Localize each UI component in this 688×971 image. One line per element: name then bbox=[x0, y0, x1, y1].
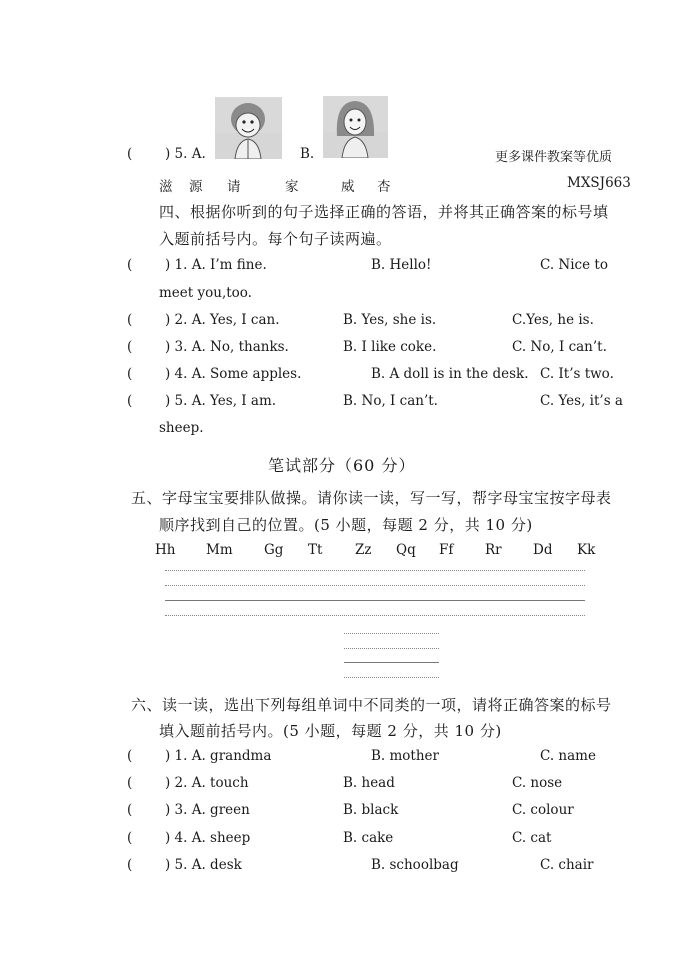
option-c: C. cat bbox=[512, 830, 552, 846]
option-b: B. I like coke. bbox=[343, 339, 437, 355]
option-b-label: B. bbox=[300, 146, 315, 162]
answer-paren[interactable]: ( bbox=[127, 312, 133, 328]
question-a: ) 1. A. grandma bbox=[165, 748, 272, 764]
letter: Tt bbox=[308, 542, 323, 558]
option-b: B. No, I can’t. bbox=[343, 393, 438, 409]
option-c-cont: meet you,too. bbox=[159, 285, 252, 301]
option-c: C. Nice to bbox=[540, 257, 608, 273]
answer-paren[interactable]: ( bbox=[127, 339, 133, 355]
letter: Ff bbox=[439, 542, 454, 558]
section-title: 五、字母宝宝要排队做操。请你读一读，写一写，帮字母宝宝按字母表 bbox=[131, 489, 612, 507]
section-title: 入题前括号内。每个句子读两遍。 bbox=[159, 230, 392, 248]
option-c: C. No, I can’t. bbox=[512, 339, 607, 355]
answer-paren[interactable]: ( bbox=[127, 366, 133, 382]
option-c: C. Yes, it’s a bbox=[540, 393, 623, 409]
answer-paren[interactable]: ( bbox=[127, 830, 133, 846]
option-c: C. chair bbox=[540, 857, 594, 873]
question-a: ) 2. A. touch bbox=[165, 775, 249, 791]
section-title: 六、读一读，选出下列每组单词中不同类的一项，请将正确答案的标号 bbox=[131, 696, 612, 714]
promo-char: 滋 bbox=[159, 179, 173, 195]
promo-char: 威 bbox=[341, 179, 355, 195]
boy-picture bbox=[215, 97, 282, 159]
question-a: ) 3. A. No, thanks. bbox=[165, 339, 289, 355]
option-c: C. It’s two. bbox=[540, 366, 614, 382]
letter: Gg bbox=[264, 542, 284, 558]
option-b: B. black bbox=[343, 802, 399, 818]
answer-paren[interactable]: ( bbox=[127, 748, 133, 764]
option-c: C.Yes, he is. bbox=[512, 312, 594, 328]
question-a: ) 4. A. Some apples. bbox=[165, 366, 302, 382]
section-title: 四、根据你听到的句子选择正确的答语，并将其正确答案的标号填 bbox=[159, 203, 609, 221]
question-a: ) 1. A. I’m fine. bbox=[165, 257, 267, 273]
letter: Qq bbox=[396, 542, 416, 558]
question-a: ) 2. A. Yes, I can. bbox=[165, 312, 280, 328]
answer-paren[interactable]: ( bbox=[127, 775, 133, 791]
option-c: C. nose bbox=[512, 775, 563, 791]
letter: Rr bbox=[485, 542, 502, 558]
option-b: B. Hello! bbox=[371, 257, 432, 273]
promo-char: 杏 bbox=[377, 179, 391, 195]
written-part-title: 笔试部分（60 分） bbox=[268, 456, 416, 475]
answer-paren[interactable]: ( bbox=[127, 257, 133, 273]
option-b: B. schoolbag bbox=[371, 857, 459, 873]
question-a: ) 5. A. desk bbox=[165, 857, 242, 873]
promo-text: 更多课件教案等优质 bbox=[495, 150, 613, 165]
question-a: ) 5. A. Yes, I am. bbox=[165, 393, 277, 409]
option-c-cont: sheep. bbox=[159, 420, 204, 436]
section-title: 填入题前括号内。(5 小题，每题 2 分，共 10 分) bbox=[159, 722, 502, 740]
option-b: B. cake bbox=[343, 830, 394, 846]
promo-char: 请 bbox=[227, 179, 241, 195]
girl-picture bbox=[323, 96, 388, 158]
question-a: ) 3. A. green bbox=[165, 802, 250, 818]
option-b: B. A doll is in the desk. bbox=[371, 366, 529, 382]
answer-paren[interactable]: ( bbox=[127, 146, 133, 162]
promo-code: MXSJ663 bbox=[567, 175, 631, 191]
answer-paren[interactable]: ( bbox=[127, 857, 133, 873]
option-b: B. Yes, she is. bbox=[343, 312, 437, 328]
option-c: C. name bbox=[540, 748, 596, 764]
promo-char: 源 bbox=[189, 179, 203, 195]
letter: Dd bbox=[533, 542, 553, 558]
question-a: ) 4. A. sheep bbox=[165, 830, 251, 846]
answer-paren[interactable]: ( bbox=[127, 802, 133, 818]
letter: Zz bbox=[355, 542, 372, 558]
item-number: ) 5. A. bbox=[165, 146, 206, 162]
promo-char: 家 bbox=[285, 179, 299, 195]
letter: Mm bbox=[206, 542, 233, 558]
answer-paren[interactable]: ( bbox=[127, 393, 133, 409]
option-b: B. mother bbox=[371, 748, 439, 764]
letter: Kk bbox=[577, 542, 596, 558]
option-c: C. colour bbox=[512, 802, 574, 818]
letter: Hh bbox=[155, 542, 176, 558]
option-b: B. head bbox=[343, 775, 395, 791]
section-title: 顺序找到自己的位置。(5 小题，每题 2 分，共 10 分) bbox=[159, 516, 533, 534]
